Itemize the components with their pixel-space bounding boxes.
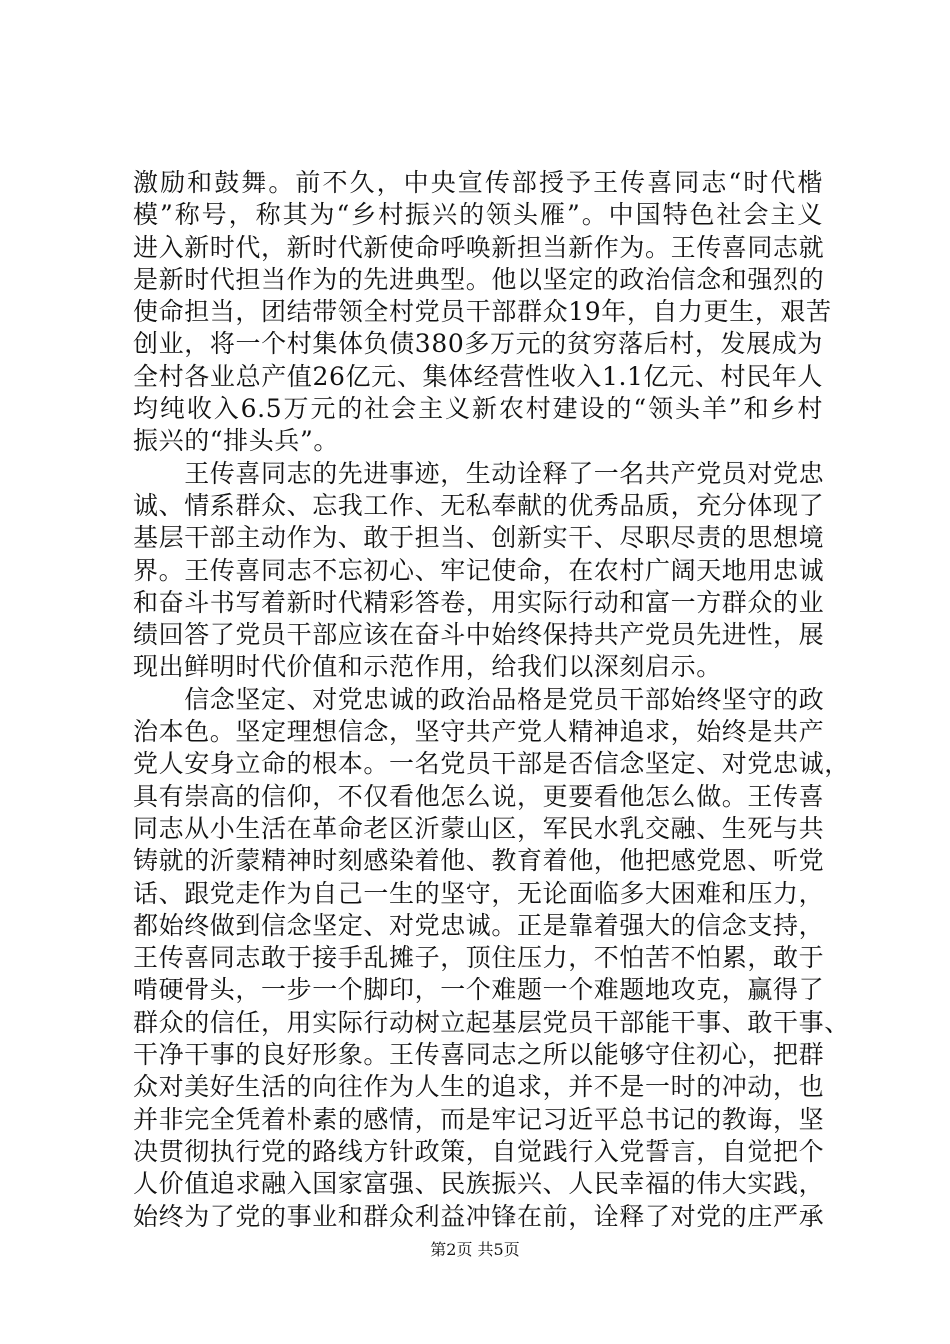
text-line: 人价值追求融入国家富强、民族振兴、人民幸福的伟大实践， — [133, 1169, 825, 1199]
text-line: 并非完全凭着朴素的感情，而是牢记习近平总书记的教诲，坚 — [133, 1104, 825, 1134]
text-line: 王传喜同志的先进事迹，生动诠释了一名共产党员对党忠 — [133, 458, 825, 488]
text-line: 众对美好生活的向往作为人生的追求，并不是一时的冲动，也 — [133, 1072, 825, 1102]
text-line: 都始终做到信念坚定、对党忠诚。正是靠着强大的信念支持， — [133, 910, 825, 940]
text-line: 均纯收入6.5万元的社会主义新农村建设的“领头羊”和乡村 — [133, 394, 823, 424]
text-line: 铸就的沂蒙精神时刻感染着他、教育着他，他把感党恩、听党 — [133, 846, 825, 876]
text-line: 话、跟党走作为自己一生的坚守，无论面临多大困难和压力， — [133, 878, 825, 908]
text-line: 党人安身立命的根本。一名党员干部是否信念坚定、对党忠诚， — [133, 749, 850, 779]
text-line: 激励和鼓舞。前不久，中央宣传部授予王传喜同志“时代楷 — [133, 168, 823, 197]
body-text — [133, 167, 850, 1233]
text-line: 信念坚定、对党忠诚的政治品格是党员干部始终坚守的政 — [133, 684, 825, 714]
text-line: 王传喜同志敢于接手乱摊子，顶住压力，不怕苦不怕累，敢于 — [133, 943, 825, 973]
text-line: 进入新时代，新时代新使命呼唤新担当新作为。王传喜同志就 — [133, 232, 825, 262]
text-line: 是新时代担当作为的先进典型。他以坚定的政治信念和强烈的 — [133, 264, 825, 294]
text-line: 和奋斗书写着新时代精彩答卷，用实际行动和富一方群众的业 — [133, 587, 825, 617]
text-line: 模”称号，称其为“乡村振兴的领头雁”。中国特色社会主义 — [133, 200, 823, 230]
text-line: 群众的信任，用实际行动树立起基层党员干部能干事、敢干事、 — [133, 1007, 850, 1037]
text-line: 干净干事的良好形象。王传喜同志之所以能够守住初心，把群 — [133, 1040, 825, 1070]
text-line: 同志从小生活在革命老区沂蒙山区，军民水乳交融、生死与共 — [133, 813, 825, 843]
text-line: 啃硬骨头，一步一个脚印，一个难题一个难题地攻克，赢得了 — [133, 975, 825, 1005]
page-footer: 第2页 共5页 — [430, 1240, 520, 1259]
text-line: 决贯彻执行党的路线方针政策，自觉践行入党誓言，自觉把个 — [133, 1136, 825, 1166]
text-line: 全村各业总产值26亿元、集体经营性收入1.1亿元、村民年人 — [133, 361, 823, 391]
text-line: 振兴的“排头兵”。 — [133, 426, 339, 456]
text-line: 现出鲜明时代价值和示范作用，给我们以深刻启示。 — [133, 652, 722, 682]
text-line: 绩回答了党员干部应该在奋斗中始终保持共产党员先进性，展 — [133, 620, 825, 650]
text-line: 创业，将一个村集体负债380多万元的贫穷落后村，发展成为 — [133, 329, 823, 359]
text-line: 基层干部主动作为、敢于担当、创新实干、尽职尽责的思想境 — [133, 523, 825, 553]
text-line: 诚、情系群众、忘我工作、无私奉献的优秀品质，充分体现了 — [133, 490, 825, 520]
text-line: 使命担当，团结带领全村党员干部群众19年，自力更生，艰苦 — [133, 297, 832, 327]
text-line: 界。王传喜同志不忘初心、牢记使命，在农村广阔天地用忠诚 — [133, 555, 825, 585]
text-line: 治本色。坚定理想信念，坚守共产党人精神追求，始终是共产 — [133, 717, 825, 747]
text-line: 始终为了党的事业和群众利益冲锋在前，诠释了对党的庄严承 — [133, 1201, 825, 1231]
text-line: 具有崇高的信仰，不仅看他怎么说，更要看他怎么做。王传喜 — [133, 781, 825, 811]
